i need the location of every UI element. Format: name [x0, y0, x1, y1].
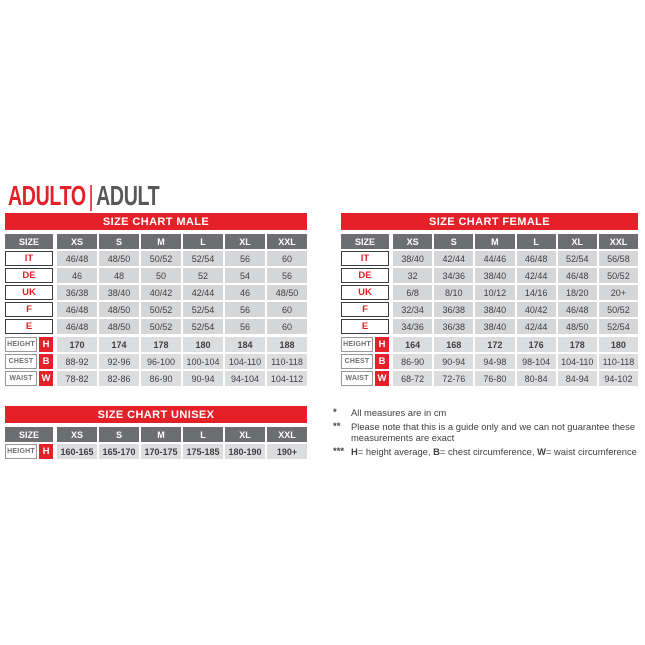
- male-col-header-m: M: [141, 234, 181, 249]
- table-cell: 46: [57, 268, 97, 283]
- table-cell: 190+: [267, 444, 307, 459]
- table-cell: 40/42: [141, 285, 181, 300]
- table-cell: 60: [267, 319, 307, 334]
- table-cell: 168: [434, 337, 473, 352]
- size-chart-male-table: [5, 213, 307, 388]
- table-cell: 104-110: [558, 354, 597, 369]
- size-chart-unisex-title: SIZE CHART UNISEX: [5, 406, 307, 423]
- table-cell: 100-104: [183, 354, 223, 369]
- female-col-header-xl: XL: [558, 234, 597, 249]
- page-title-text: [8, 182, 159, 210]
- table-cell: 60: [267, 302, 307, 317]
- male-col-header-s: S: [99, 234, 139, 249]
- table-cell: 165-170: [99, 444, 139, 459]
- table-cell: 36/38: [57, 285, 97, 300]
- female-row-waist: [341, 371, 638, 386]
- measure-letter-badge: H: [375, 337, 389, 352]
- female-cells-height: [393, 337, 638, 352]
- table-cell: 32: [393, 268, 432, 283]
- table-cell: 50: [141, 268, 181, 283]
- table-cell: 94-98: [475, 354, 514, 369]
- footnote-marker: *: [333, 407, 337, 418]
- male-label-col-f: [5, 302, 53, 317]
- male-cells-chest: [57, 354, 307, 369]
- table-cell: 48/50: [99, 302, 139, 317]
- footnote-line-2: [333, 421, 645, 444]
- table-cell: 50/52: [141, 319, 181, 334]
- country-code-label: IT: [5, 251, 53, 266]
- female-cells-chest: [393, 354, 638, 369]
- female-label-col-e: [341, 319, 389, 334]
- measure-label: HEIGHT: [341, 337, 373, 352]
- table-cell: 94-104: [225, 371, 265, 386]
- table-cell: 10/12: [475, 285, 514, 300]
- table-cell: 8/10: [434, 285, 473, 300]
- footnote-segment: W: [537, 445, 546, 457]
- unisex-size-header: SIZE: [5, 427, 53, 442]
- measure-label: HEIGHT: [5, 444, 37, 459]
- table-cell: 180-190: [225, 444, 265, 459]
- table-cell: 42/44: [434, 251, 473, 266]
- table-cell: 50/52: [599, 268, 638, 283]
- table-cell: 48/50: [99, 319, 139, 334]
- footnote-segment: Please note that this is a guide only and we can not guarantee these measurements are exact: [351, 420, 636, 443]
- table-cell: 56: [267, 268, 307, 283]
- male-row-height: [5, 337, 307, 352]
- table-cell: 104-110: [225, 354, 265, 369]
- unisex-col-header-m: M: [141, 427, 181, 442]
- table-cell: 94-102: [599, 371, 638, 386]
- page-title-separator: |: [88, 180, 94, 211]
- female-label-col-uk: [341, 285, 389, 300]
- table-cell: 170-175: [141, 444, 181, 459]
- unisex-size-label-col: [5, 427, 53, 442]
- footnote-text: [351, 446, 645, 458]
- male-row-de: [5, 268, 307, 283]
- table-cell: 52/54: [599, 319, 638, 334]
- table-cell: 46/48: [57, 319, 97, 334]
- table-cell: 96-100: [141, 354, 181, 369]
- table-cell: 164: [393, 337, 432, 352]
- unisex-header-cells: [57, 427, 307, 442]
- male-row-f: [5, 302, 307, 317]
- table-cell: 42/44: [517, 268, 556, 283]
- table-cell: 90-94: [434, 354, 473, 369]
- country-code-label: F: [341, 302, 389, 317]
- table-cell: 86-90: [141, 371, 181, 386]
- measure-letter-badge: H: [39, 337, 53, 352]
- table-cell: 42/44: [183, 285, 223, 300]
- table-cell: 170: [57, 337, 97, 352]
- footnote-text: [351, 421, 645, 444]
- measure-label: WAIST: [5, 371, 37, 386]
- table-cell: 38/40: [475, 319, 514, 334]
- table-cell: 34/36: [393, 319, 432, 334]
- footnote-segment: H: [351, 445, 358, 457]
- table-cell: 90-94: [183, 371, 223, 386]
- male-cells-height: [57, 337, 307, 352]
- female-cells-uk: [393, 285, 638, 300]
- footnote-text: [351, 407, 645, 419]
- female-col-header-m: M: [475, 234, 514, 249]
- female-label-col-chest: [341, 354, 389, 369]
- female-row-height: [341, 337, 638, 352]
- table-cell: 14/16: [517, 285, 556, 300]
- footnote-marker: ***: [333, 445, 345, 457]
- country-code-label: E: [5, 319, 53, 334]
- unisex-col-header-l: L: [183, 427, 223, 442]
- female-col-header-l: L: [517, 234, 556, 249]
- country-code-label: F: [5, 302, 53, 317]
- table-cell: 42/44: [517, 319, 556, 334]
- table-cell: 48/50: [99, 251, 139, 266]
- table-cell: 38/40: [393, 251, 432, 266]
- male-col-header-l: L: [183, 234, 223, 249]
- male-col-header-xl: XL: [225, 234, 265, 249]
- female-row-chest: [341, 354, 638, 369]
- male-label-col-uk: [5, 285, 53, 300]
- table-cell: 110-118: [267, 354, 307, 369]
- male-label-col-it: [5, 251, 53, 266]
- male-cells-it: [57, 251, 307, 266]
- male-header-cells: [57, 234, 307, 249]
- unisex-label-col-height: [5, 444, 53, 459]
- table-cell: 56: [225, 251, 265, 266]
- table-cell: 174: [99, 337, 139, 352]
- measure-label: HEIGHT: [5, 337, 37, 352]
- male-size-header: SIZE: [5, 234, 53, 249]
- table-cell: 48: [99, 268, 139, 283]
- table-cell: 110-118: [599, 354, 638, 369]
- table-cell: 48/50: [267, 285, 307, 300]
- table-cell: 68-72: [393, 371, 432, 386]
- table-cell: 78-82: [57, 371, 97, 386]
- page-title-adulto: ADULTO: [8, 180, 86, 211]
- male-row-e: [5, 319, 307, 334]
- table-cell: 175-185: [183, 444, 223, 459]
- country-code-label: UK: [5, 285, 53, 300]
- unisex-col-header-xxl: XXL: [267, 427, 307, 442]
- size-chart-unisex-grid: [5, 427, 307, 459]
- unisex-col-header-s: S: [99, 427, 139, 442]
- male-label-col-e: [5, 319, 53, 334]
- male-cells-f: [57, 302, 307, 317]
- measure-label: CHEST: [5, 354, 37, 369]
- unisex-row-height: [5, 444, 307, 459]
- table-cell: 50/52: [141, 251, 181, 266]
- measure-letter-badge: W: [375, 371, 389, 386]
- table-cell: 38/40: [99, 285, 139, 300]
- female-cells-it: [393, 251, 638, 266]
- size-chart-female-title: SIZE CHART FEMALE: [341, 213, 638, 230]
- table-cell: 44/46: [475, 251, 514, 266]
- female-size-label-col: [341, 234, 389, 249]
- table-cell: 50/52: [141, 302, 181, 317]
- page-title-adult: ADULT: [96, 180, 160, 211]
- unisex-col-header-xs: XS: [57, 427, 97, 442]
- female-row-e: [341, 319, 638, 334]
- male-row-chest: [5, 354, 307, 369]
- female-col-header-xs: XS: [393, 234, 432, 249]
- footnote-marker: **: [333, 420, 341, 432]
- male-cells-uk: [57, 285, 307, 300]
- table-cell: 38/40: [475, 268, 514, 283]
- female-cells-e: [393, 319, 638, 334]
- female-label-col-de: [341, 268, 389, 283]
- size-chart-unisex-table: [5, 406, 307, 461]
- male-cells-de: [57, 268, 307, 283]
- table-cell: 60: [267, 251, 307, 266]
- table-cell: 52/54: [183, 319, 223, 334]
- male-col-header-xxl: XXL: [267, 234, 307, 249]
- table-cell: 88-92: [57, 354, 97, 369]
- table-cell: 52/54: [183, 302, 223, 317]
- table-cell: 32/34: [393, 302, 432, 317]
- table-cell: 188: [267, 337, 307, 352]
- country-code-label: E: [341, 319, 389, 334]
- table-cell: 56/58: [599, 251, 638, 266]
- table-cell: 160-165: [57, 444, 97, 459]
- female-header-row: [341, 234, 638, 249]
- footnote-segment: = height average,: [357, 445, 434, 457]
- female-row-uk: [341, 285, 638, 300]
- footnote-segment: = waist circumference: [545, 445, 637, 457]
- country-code-label: DE: [341, 268, 389, 283]
- table-cell: 56: [225, 319, 265, 334]
- table-cell: 184: [225, 337, 265, 352]
- footnotes: [333, 407, 645, 459]
- male-cells-e: [57, 319, 307, 334]
- table-cell: 36/38: [434, 319, 473, 334]
- footnote-segment: = chest circumference,: [439, 445, 538, 457]
- female-size-header: SIZE: [341, 234, 389, 249]
- table-cell: 52/54: [183, 251, 223, 266]
- measure-label: CHEST: [341, 354, 373, 369]
- table-cell: 180: [599, 337, 638, 352]
- table-cell: 46/48: [558, 302, 597, 317]
- female-row-f: [341, 302, 638, 317]
- male-size-label-col: [5, 234, 53, 249]
- female-cells-f: [393, 302, 638, 317]
- female-cells-waist: [393, 371, 638, 386]
- measure-letter-badge: W: [39, 371, 53, 386]
- table-cell: 46/48: [57, 302, 97, 317]
- table-cell: 48/50: [558, 319, 597, 334]
- female-cells-de: [393, 268, 638, 283]
- table-cell: 98-104: [517, 354, 556, 369]
- male-cells-waist: [57, 371, 307, 386]
- footnote-line-3: [333, 446, 645, 458]
- unisex-col-header-xl: XL: [225, 427, 265, 442]
- male-row-it: [5, 251, 307, 266]
- table-cell: 56: [225, 302, 265, 317]
- table-cell: 180: [183, 337, 223, 352]
- table-cell: 84-94: [558, 371, 597, 386]
- table-cell: 72-76: [434, 371, 473, 386]
- female-col-header-xxl: XXL: [599, 234, 638, 249]
- footnote-segment: All measures are in cm: [351, 407, 447, 418]
- male-label-col-height: [5, 337, 53, 352]
- table-cell: 54: [225, 268, 265, 283]
- table-cell: 18/20: [558, 285, 597, 300]
- table-cell: 46/48: [558, 268, 597, 283]
- male-row-uk: [5, 285, 307, 300]
- table-cell: 52/54: [558, 251, 597, 266]
- male-label-col-waist: [5, 371, 53, 386]
- size-chart-male-title: SIZE CHART MALE: [5, 213, 307, 230]
- table-cell: 6/8: [393, 285, 432, 300]
- male-row-waist: [5, 371, 307, 386]
- measure-letter-badge: H: [39, 444, 53, 459]
- female-row-it: [341, 251, 638, 266]
- table-cell: 52: [183, 268, 223, 283]
- unisex-cells-height: [57, 444, 307, 459]
- table-cell: 46/48: [57, 251, 97, 266]
- table-cell: 176: [517, 337, 556, 352]
- unisex-header-row: [5, 427, 307, 442]
- male-col-header-xs: XS: [57, 234, 97, 249]
- male-label-col-chest: [5, 354, 53, 369]
- table-cell: 36/38: [434, 302, 473, 317]
- table-cell: 40/42: [517, 302, 556, 317]
- table-cell: 104-112: [267, 371, 307, 386]
- footnote-segment: B: [433, 445, 440, 457]
- female-label-col-height: [341, 337, 389, 352]
- table-cell: 46: [225, 285, 265, 300]
- footnote-line-1: [333, 407, 645, 419]
- measure-letter-badge: B: [375, 354, 389, 369]
- table-cell: 92-96: [99, 354, 139, 369]
- country-code-label: IT: [341, 251, 389, 266]
- size-chart-male-grid: [5, 234, 307, 386]
- female-label-col-it: [341, 251, 389, 266]
- table-cell: 46/48: [517, 251, 556, 266]
- size-chart-female-table: [341, 213, 638, 388]
- female-header-cells: [393, 234, 638, 249]
- table-cell: 172: [475, 337, 514, 352]
- male-label-col-de: [5, 268, 53, 283]
- table-cell: 86-90: [393, 354, 432, 369]
- table-cell: 80-84: [517, 371, 556, 386]
- table-cell: 76-80: [475, 371, 514, 386]
- country-code-label: UK: [341, 285, 389, 300]
- table-cell: 20+: [599, 285, 638, 300]
- table-cell: 50/52: [599, 302, 638, 317]
- size-chart-female-grid: [341, 234, 638, 386]
- female-col-header-s: S: [434, 234, 473, 249]
- measure-label: WAIST: [341, 371, 373, 386]
- female-label-col-f: [341, 302, 389, 317]
- table-cell: 82-86: [99, 371, 139, 386]
- country-code-label: DE: [5, 268, 53, 283]
- table-cell: 38/40: [475, 302, 514, 317]
- table-cell: 178: [558, 337, 597, 352]
- male-header-row: [5, 234, 307, 249]
- table-cell: 178: [141, 337, 181, 352]
- table-cell: 34/36: [434, 268, 473, 283]
- measure-letter-badge: B: [39, 354, 53, 369]
- page-title: [8, 182, 224, 210]
- female-label-col-waist: [341, 371, 389, 386]
- female-row-de: [341, 268, 638, 283]
